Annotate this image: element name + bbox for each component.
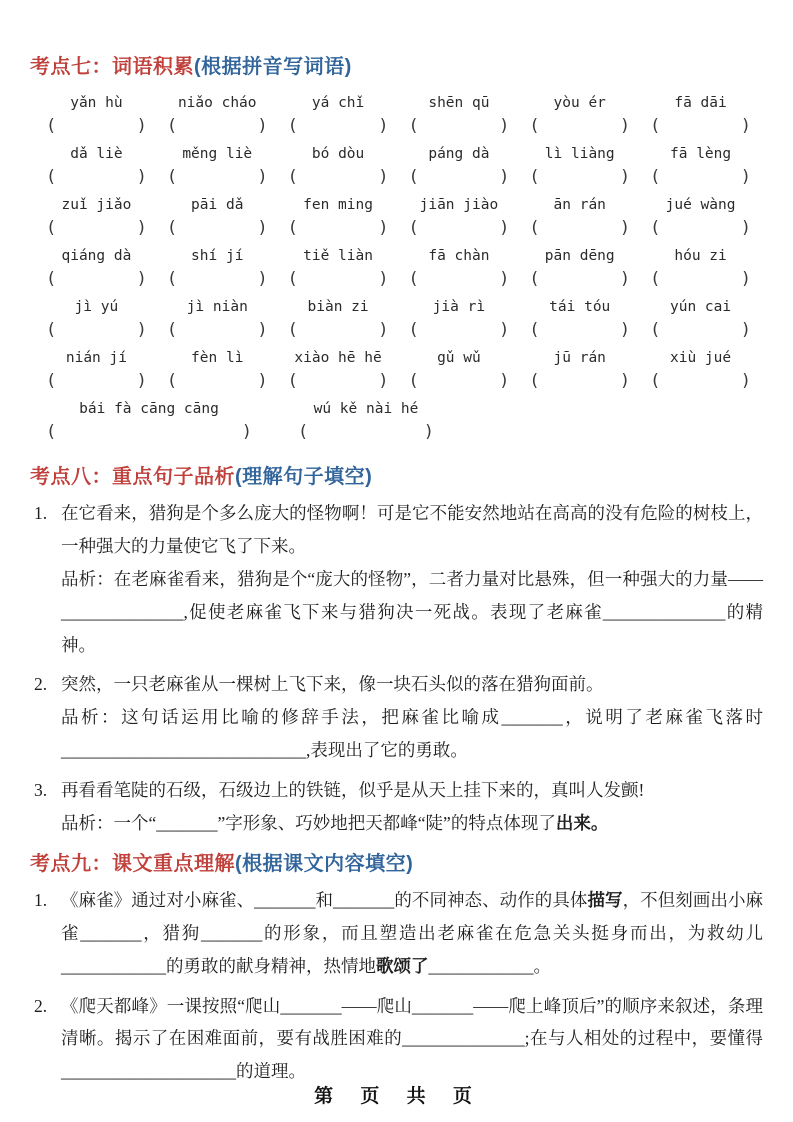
pinyin-item [280,95,397,136]
paren-close-char: ) [136,218,147,238]
paren-open-char: ( [46,320,57,340]
section-title-paren: (根据拼音写词语) [194,56,352,78]
answer-blank[interactable] [280,269,397,289]
pinyin-item [38,146,155,187]
pinyin-text: fā dāi [674,95,727,111]
question-number: 1. [34,889,48,910]
paren-close-char: ) [378,218,389,238]
pinyin-item [521,197,638,238]
pinyin-item [159,299,276,340]
text-run: 《麻雀》通过对小麻雀、_______和_______的不同神态、动作的具体 [61,889,588,910]
answer-blank[interactable] [400,371,517,391]
answer-blank[interactable] [38,116,155,136]
pinyin-item [400,197,517,238]
paren-open-char: ( [46,371,57,391]
paren-open-char: ( [46,269,57,289]
answer-blank[interactable] [521,371,638,391]
answer-blank[interactable] [38,269,155,289]
text-run: ，不但刻画出小麻雀_______，猎狗_______的形象，而且塑造出老麻雀在危急关头挺身而出，为救幼儿____________的勇敢的献身精神，热情地 [61,889,764,976]
question-paragraph [61,884,763,983]
pinyin-text: ān rán [553,197,606,213]
pinyin-item [521,95,638,136]
bold-text-run: 出来。 [555,813,609,834]
paren-open-char: ( [529,218,540,238]
paren-close-char: ) [257,218,268,238]
paren-close-char: ) [257,371,268,391]
answer-blank[interactable] [400,320,517,340]
paren-close-char: ) [136,320,147,340]
paren-open-char: ( [166,371,178,391]
section-title-main: 考点七：词语积累 [30,56,194,78]
paren-close-char: ) [378,269,389,289]
paren-open-char: ( [287,116,298,136]
question-item [34,497,763,661]
pinyin-item [280,299,397,340]
answer-blank[interactable] [400,269,517,289]
sections-container [30,50,763,1088]
pinyin-text: měng liè [182,146,253,162]
question-list [30,884,763,1088]
pinyin-item [642,248,759,289]
paren-close-char: ) [136,116,147,136]
pinyin-item [159,248,276,289]
pinyin-text: tiě liàn [303,248,373,264]
question-paragraph [61,497,763,563]
paren-open-char: ( [166,269,178,289]
paren-close-char: ) [257,269,268,289]
question-paragraph [61,563,763,662]
paren-open-char: ( [650,371,661,391]
answer-blank[interactable] [521,320,638,340]
paren-open-char: ( [650,167,661,187]
question-paragraph [61,807,763,840]
pinyin-row [38,95,763,136]
paren-open-char: ( [650,320,661,340]
answer-blank[interactable] [642,167,759,187]
paren-open-char: ( [529,371,540,391]
question-item [34,990,763,1089]
pinyin-text: fā lèng [670,146,732,162]
pinyin-text: yún cai [670,299,732,315]
question-number: 2. [34,674,48,695]
paren-close-char: ) [740,269,751,289]
paren-close-char: ) [378,320,389,340]
paren-close-char: ) [740,218,751,238]
pinyin-row [38,350,763,391]
section-title-main: 考点八：重点句子品析 [30,466,235,488]
pinyin-text: zuǐ jiǎo [61,197,132,213]
pinyin-text: fèn lì [191,350,244,366]
paren-close-char: ) [499,320,510,340]
pinyin-text: yòu ér [553,95,606,111]
paren-open-char: ( [408,116,419,136]
text-run: 在它看来，猎狗是个多么庞大的怪物啊！可是它不能安然地站在高高的没有危险的树枝上，一种强大的力量使它飞了下来。 [61,503,763,556]
pinyin-item [38,197,155,238]
paren-open-char: ( [408,371,419,391]
paren-close-char: ) [378,371,389,391]
answer-blank[interactable] [521,269,638,289]
pinyin-item [280,197,397,238]
paren-close-char: ) [740,371,751,391]
pinyin-item [38,299,155,340]
answer-blank[interactable] [521,116,638,136]
pinyin-text: jū rán [553,350,606,366]
answer-blank[interactable] [38,422,260,442]
paren-close-char: ) [619,320,631,340]
answer-blank[interactable] [280,320,397,340]
pinyin-item [400,299,517,340]
answer-blank[interactable] [642,320,759,340]
section-kaodian-7 [30,50,763,454]
paren-open-char: ( [287,320,298,340]
answer-blank[interactable] [642,218,759,238]
section-kaodian-8 [30,460,763,840]
pinyin-item [159,95,276,136]
answer-blank[interactable] [400,167,517,187]
section-title-main: 考点九：课文重点理解 [30,852,235,875]
question-paragraph [61,668,763,701]
answer-blank[interactable] [38,167,155,187]
paren-open-char: ( [529,116,540,136]
pinyin-text: jiān jiào [419,197,499,213]
pinyin-item [521,146,638,187]
pinyin-text: biàn zi [307,299,369,315]
bold-text-run: 描写 [587,889,623,910]
pinyin-item [38,350,155,391]
answer-blank[interactable] [280,116,397,136]
paren-close-char: ) [136,371,147,391]
pinyin-item [400,350,517,391]
section-kaodian-9 [30,847,763,1088]
question-body [61,774,763,840]
text-run: ____________。 [428,955,551,976]
pinyin-item [159,350,276,391]
paren-close-char: ) [378,116,389,136]
paren-open-char: ( [650,116,661,136]
pinyin-text: pān dēng [544,248,615,264]
paren-open-char: ( [408,218,419,238]
pinyin-text: yǎn hù [70,95,123,111]
paren-open-char: ( [46,167,57,187]
answer-blank[interactable] [642,116,759,136]
pinyin-text: hóu zi [674,248,727,264]
paren-open-char: ( [529,269,540,289]
paren-close-char: ) [257,116,268,136]
pinyin-item [642,197,759,238]
page-footer: 第 页 共 页 [314,1086,479,1107]
pinyin-item [280,350,397,391]
pinyin-row [38,299,763,340]
pinyin-item [642,350,759,391]
paren-open-char: ( [287,371,298,391]
question-number: 2. [34,995,48,1016]
pinyin-row [38,197,763,238]
section-title-paren: (根据课文内容填空) [235,852,414,875]
text-run: 突然，一只老麻雀从一棵树上飞下来，像一块石头似的落在猎狗面前。 [61,674,604,695]
answer-blank[interactable] [642,371,759,391]
answer-blank[interactable] [159,269,276,289]
answer-blank[interactable] [38,320,155,340]
pinyin-item [290,401,442,442]
pinyin-item [642,95,759,136]
pinyin-item [280,146,397,187]
paren-open-char: ( [408,269,419,289]
answer-blank[interactable] [159,116,276,136]
pinyin-text: tái tóu [549,299,611,315]
paren-open-char: ( [46,116,57,136]
paren-open-char: ( [46,422,57,442]
pinyin-text: dǎ liè [70,146,123,162]
answer-blank[interactable] [400,218,517,238]
paren-close-char: ) [136,167,147,187]
paren-close-char: ) [619,269,631,289]
text-run: 品析：在老麻雀看来，猎狗是个“庞大的怪物”，二者力量对比悬殊，但一种强大的力量——______________,促使老麻雀飞下来与猎狗决一死战。表现了老麻雀______________的精神。 [61,568,763,655]
pinyin-item [521,299,638,340]
answer-blank[interactable] [38,371,155,391]
paren-open-char: ( [166,167,178,187]
pinyin-text: pāi dǎ [191,197,244,213]
answer-blank[interactable] [521,218,638,238]
text-run: 再看看笔陡的石级，石级边上的铁链，似乎是从天上挂下来的，真叫人发颤! [61,780,645,801]
pinyin-text: páng dà [428,146,490,162]
paren-open-char: ( [287,167,298,187]
pinyin-item [400,248,517,289]
paren-close-char: ) [740,320,751,340]
section-title [30,50,763,79]
pinyin-item [400,95,517,136]
answer-blank[interactable] [280,218,397,238]
pinyin-text: jià rì [432,299,486,315]
answer-blank[interactable] [159,371,276,391]
question-item [34,774,763,840]
paren-open-char: ( [287,269,298,289]
bold-text-run: 歌颂了 [376,955,429,976]
answer-blank[interactable] [400,116,517,136]
pinyin-item [38,248,155,289]
paren-close-char: ) [619,218,631,238]
pinyin-item [38,95,155,136]
paren-open-char: ( [529,167,540,187]
answer-blank[interactable] [159,167,276,187]
question-list [30,497,763,840]
text-run: 《爬天都峰》一课按照“爬山_______——爬山_______——爬上峰顶后”的顺序来叙述，条理清晰。揭示了在困难面前，要有战胜困难的______________;在与人相处的过程中，要懂得____________________的道理。 [61,995,763,1082]
pinyin-grid [30,87,763,454]
paren-close-char: ) [241,422,252,442]
section-title-paren: (理解句子填空) [235,466,373,488]
question-body [61,497,763,661]
paren-close-char: ) [136,269,147,289]
paren-close-char: ) [378,167,389,187]
paren-close-char: ) [499,218,510,238]
pinyin-text: bái fà cāng cāng [79,401,219,417]
paren-open-char: ( [166,320,178,340]
answer-blank[interactable] [290,422,442,442]
answer-blank[interactable] [159,320,276,340]
paren-close-char: ) [499,269,510,289]
paren-close-char: ) [257,167,268,187]
paren-close-char: ) [499,116,510,136]
pinyin-text: jué wàng [665,197,736,213]
question-number: 3. [34,780,48,801]
answer-blank[interactable] [642,269,759,289]
paren-open-char: ( [166,116,178,136]
paren-open-char: ( [408,167,419,187]
answer-blank[interactable] [280,167,397,187]
question-body [61,668,763,767]
text-run: 品析：这句话运用比喻的修辞手法，把麻雀比喻成_______，说明了老麻雀飞落时____________________________,表现出了它的勇敢。 [61,707,763,761]
section-title [30,460,763,489]
paren-open-char: ( [408,320,419,340]
question-paragraph [61,990,763,1089]
pinyin-item [159,146,276,187]
paren-close-char: ) [619,167,631,187]
text-run: 品析：一个“_______”字形象、巧妙地把天都峰“陡”的特点体现了 [61,813,556,834]
pinyin-text: wú kě nài hé [313,401,419,417]
pinyin-text: qiáng dà [61,248,132,264]
answer-blank[interactable] [280,371,397,391]
pinyin-text: yá chǐ [311,95,365,111]
pinyin-text: niǎo cháo [177,95,257,111]
pinyin-text: shēn qū [428,95,490,111]
pinyin-row [38,146,763,187]
question-paragraph [61,774,763,807]
question-body [61,990,763,1089]
paren-open-char: ( [287,218,298,238]
paren-close-char: ) [619,116,631,136]
question-item [34,884,763,983]
answer-blank[interactable] [521,167,638,187]
paren-close-char: ) [257,320,268,340]
pinyin-text: jì yú [74,299,119,315]
pinyin-text: jì niàn [186,299,248,315]
pinyin-text: shí jí [191,248,244,264]
question-paragraph [61,701,763,767]
pinyin-text: bó dòu [311,146,365,162]
question-body [61,884,763,983]
paren-open-char: ( [650,269,661,289]
pinyin-text: lì liàng [544,146,615,162]
pinyin-row [38,401,763,442]
pinyin-item [642,299,759,340]
pinyin-text: fen ming [303,197,373,213]
pinyin-text: fā chàn [428,248,490,264]
question-item [34,668,763,767]
paren-close-char: ) [499,371,510,391]
question-number: 1. [34,503,48,523]
pinyin-item [400,146,517,187]
pinyin-item [159,197,276,238]
pinyin-item [521,350,638,391]
pinyin-row [38,248,763,289]
paren-close-char: ) [499,167,510,187]
pinyin-text: xiào hē hē [294,350,382,366]
paren-close-char: ) [740,167,751,187]
paren-open-char: ( [529,320,540,340]
paren-close-char: ) [619,371,631,391]
paren-close-char: ) [423,422,434,442]
paren-open-char: ( [166,218,178,238]
paren-open-char: ( [650,218,661,238]
pinyin-item [38,401,260,442]
pinyin-text: nián jí [65,350,127,366]
pinyin-item [280,248,397,289]
pinyin-text: gǔ wǔ [437,350,481,366]
pinyin-item [521,248,638,289]
answer-blank[interactable] [159,218,276,238]
paren-close-char: ) [740,116,751,136]
pinyin-item [642,146,759,187]
pinyin-text: xiù jué [670,350,732,366]
paren-open-char: ( [298,422,309,442]
paren-open-char: ( [46,218,57,238]
answer-blank[interactable] [38,218,155,238]
section-title [30,847,763,876]
